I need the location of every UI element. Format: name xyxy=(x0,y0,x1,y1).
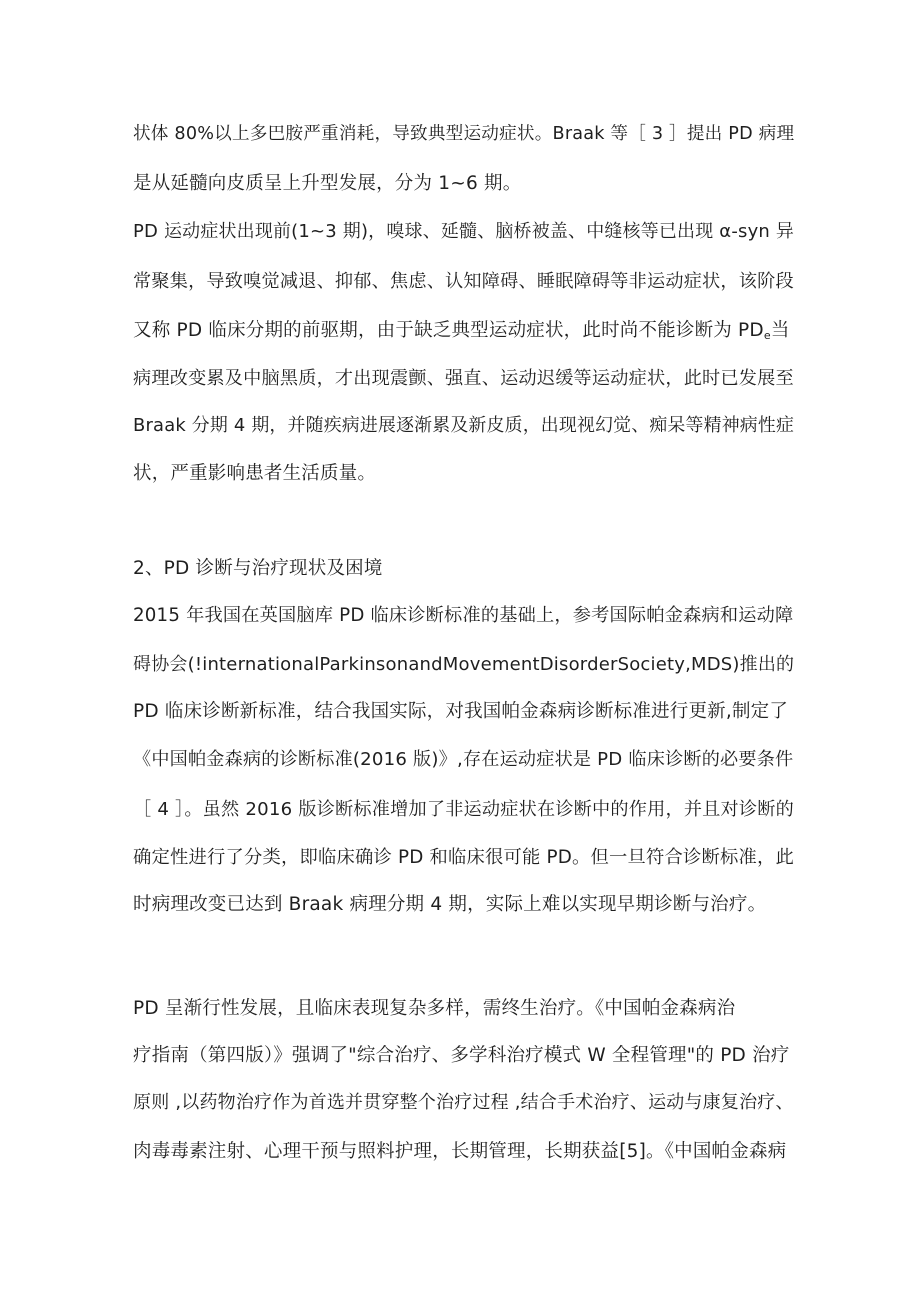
text-line: 碍协会(!internationalParkinsonandMovementDisorderSociety,MDS)推出的 xyxy=(133,654,795,675)
text-line: 原则 ,以药物治疗作为首选并贯穿整个治疗过程 ,结合手术治疗、运动与康复治疗、 xyxy=(133,1092,794,1113)
text-line: ［ 4 ］。虽然 2016 版诊断标准增加了非运动症状在诊断中的作用，并且对诊断的 xyxy=(133,799,794,820)
text-line-with-subscript xyxy=(133,318,790,349)
text-line: 《中国帕金森病的诊断标准(2016 版)》,存在运动症状是 PD 临床诊断的必要条件 xyxy=(133,749,794,770)
text-line: PD 临床诊断新标准，结合我国实际，对我国帕金森病诊断标准进行更新,制定了 xyxy=(133,701,789,722)
text-line: PD 呈渐行性发展，且临床表现复杂多样，需终生治疗。《中国帕金森病治 xyxy=(133,998,736,1019)
text-line: Braak 分期 4 期，并随疾病进展逐渐累及新皮质，出现视幻觉、痴呆等精神病性症 xyxy=(133,415,795,436)
text-line: 确定性进行了分类，即临床确诊 PD 和临床很可能 PD。但一旦符合诊断标准，此 xyxy=(133,847,794,868)
text-line: 肉毒毒素注射、心理干预与照料护理，长期管理，长期获益[5]。《中国帕金森病 xyxy=(133,1141,787,1162)
text-segment: 当 xyxy=(770,320,790,341)
text-line: 状，严重影响患者生活质量。 xyxy=(133,463,377,484)
text-line: 状体 80%以上多巴胺严重消耗，导致典型运动症状。Braak 等［ 3 ］提出 PD 病理 xyxy=(133,124,795,144)
text-line: 疗指南（第四版）》强调了"综合治疗、多学科治疗模式 W 全程管理"的 PD 治疗 xyxy=(133,1045,790,1066)
text-line: 时病理改变已达到 Braak 病理分期 4 期，实际上难以实现早期诊断与治疗。 xyxy=(133,894,767,915)
text-line: 2015 年我国在英国脑库 PD 临床诊断标准的基础上，参考国际帕金森病和运动障 xyxy=(133,605,794,626)
section-heading: 2、PD 诊断与治疗现状及困境 xyxy=(133,558,383,579)
text-segment: 又称 PD 临床分期的前驱期，由于缺乏典型运动症状，此时尚不能诊断为 PD xyxy=(133,320,764,341)
text-line: PD 运动症状出现前(1~3 期)，嗅球、延髓、脑桥被盖、中缝核等已出现 α-syn 异 xyxy=(133,221,795,242)
text-line: 是从延髓向皮质呈上升型发展，分为 1~6 期。 xyxy=(133,173,522,194)
text-line: 病理改变累及中脑黑质，才出现震颤、强直、运动迟缓等运动症状，此时已发展至 xyxy=(133,368,794,389)
text-line: 常聚集，导致嗅觉减退、抑郁、焦虑、认知障碍、睡眠障碍等非运动症状，该阶段 xyxy=(133,271,794,292)
subscript: e xyxy=(763,329,771,342)
